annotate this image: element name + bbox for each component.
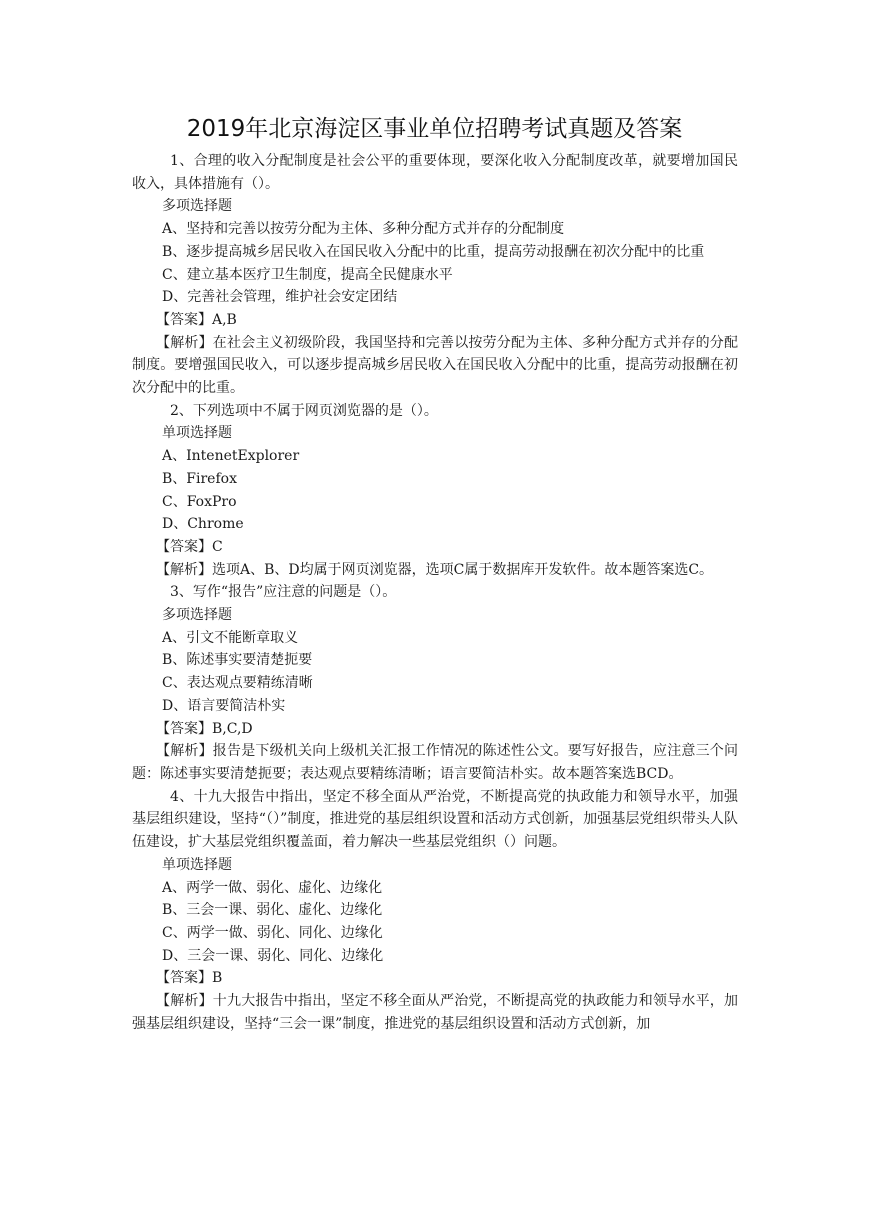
answer: 【答案】B xyxy=(156,970,223,987)
option-d: D、完善社会管理，维护社会安定团结 xyxy=(162,289,398,306)
question-2 xyxy=(132,400,738,582)
question-stem: 2、下列选项中不属于网页浏览器的是（）。 xyxy=(170,402,438,419)
document-body xyxy=(132,150,738,1035)
question-type: 单项选择题 xyxy=(162,425,232,442)
option-d: D、Chrome xyxy=(162,516,244,533)
option-a: A、引文不能断章取义 xyxy=(162,629,299,646)
question-type: 多项选择题 xyxy=(162,607,232,624)
option-b: B、逐步提高城乡居民收入在国民收入分配中的比重，提高劳动报酬在初次分配中的比重 xyxy=(162,243,705,260)
option-a: A、两学一做、弱化、虚化、边缘化 xyxy=(162,879,383,896)
option-b: B、陈述事实要清楚扼要 xyxy=(162,652,313,669)
question-type: 多项选择题 xyxy=(162,198,232,215)
question-type: 单项选择题 xyxy=(162,856,232,873)
option-b: B、三会一课、弱化、虚化、边缘化 xyxy=(162,902,383,919)
option-a: A、IntenetExplorer xyxy=(162,448,300,465)
question-stem: 1、合理的收入分配制度是社会公平的重要体现，要深化收入分配制度改革，就要增加国民收入，具体措施有（）。 xyxy=(132,153,738,192)
explanation: 【解析】选项A、B、D均属于网页浏览器，选项C属于数据库开发软件。故本题答案选C。 xyxy=(156,561,714,578)
explanation: 【解析】十九大报告中指出，坚定不移全面从严治党，不断提高党的执政能力和领导水平，加强基层组织建设，坚持“三会一课”制度，推进党的基层组织设置和活动方式创新，加 xyxy=(132,993,738,1032)
option-d: D、语言要简洁朴实 xyxy=(162,697,286,714)
document-title: 2019年北京海淀区事业单位招聘考试真题及答案 xyxy=(186,116,683,142)
question-1 xyxy=(132,150,738,400)
option-c: C、表达观点要精练清晰 xyxy=(162,675,313,692)
question-stem: 3、写作“报告”应注意的问题是（）。 xyxy=(170,584,397,601)
explanation: 【解析】报告是下级机关向上级机关汇报工作情况的陈述性公文。要写好报告，应注意三个问题：陈述事实要清楚扼要；表达观点要精练清晰；语言要简洁朴实。故本题答案选BCD。 xyxy=(132,743,738,782)
answer: 【答案】B,C,D xyxy=(156,720,253,737)
question-stem: 4、十九大报告中指出，坚定不移全面从严治党，不断提高党的执政能力和领导水平，加强基层组织建设，坚持“（）”制度，推进党的基层组织设置和活动方式创新，加强基层党组织带头人队伍建设，扩大基层党组织覆盖面，着力解决一些基层党组织（）问题。 xyxy=(132,788,738,851)
option-d: D、三会一课、弱化、同化、边缘化 xyxy=(162,947,384,964)
question-4 xyxy=(132,786,738,1036)
answer: 【答案】A,B xyxy=(156,311,237,328)
option-c: C、建立基本医疗卫生制度，提高全民健康水平 xyxy=(162,266,453,283)
option-a: A、坚持和完善以按劳分配为主体、多种分配方式并存的分配制度 xyxy=(162,221,565,238)
option-b: B、Firefox xyxy=(162,470,237,487)
option-c: C、FoxPro xyxy=(162,493,237,510)
question-3 xyxy=(132,581,738,785)
option-c: C、两学一做、弱化、同化、边缘化 xyxy=(162,924,383,941)
answer: 【答案】C xyxy=(156,538,223,555)
explanation: 【解析】在社会主义初级阶段，我国坚持和完善以按劳分配为主体、多种分配方式并存的分配制度。要增强国民收入，可以逐步提高城乡居民收入在国民收入分配中的比重，提高劳动报酬在初次分配中的比重。 xyxy=(132,334,738,397)
